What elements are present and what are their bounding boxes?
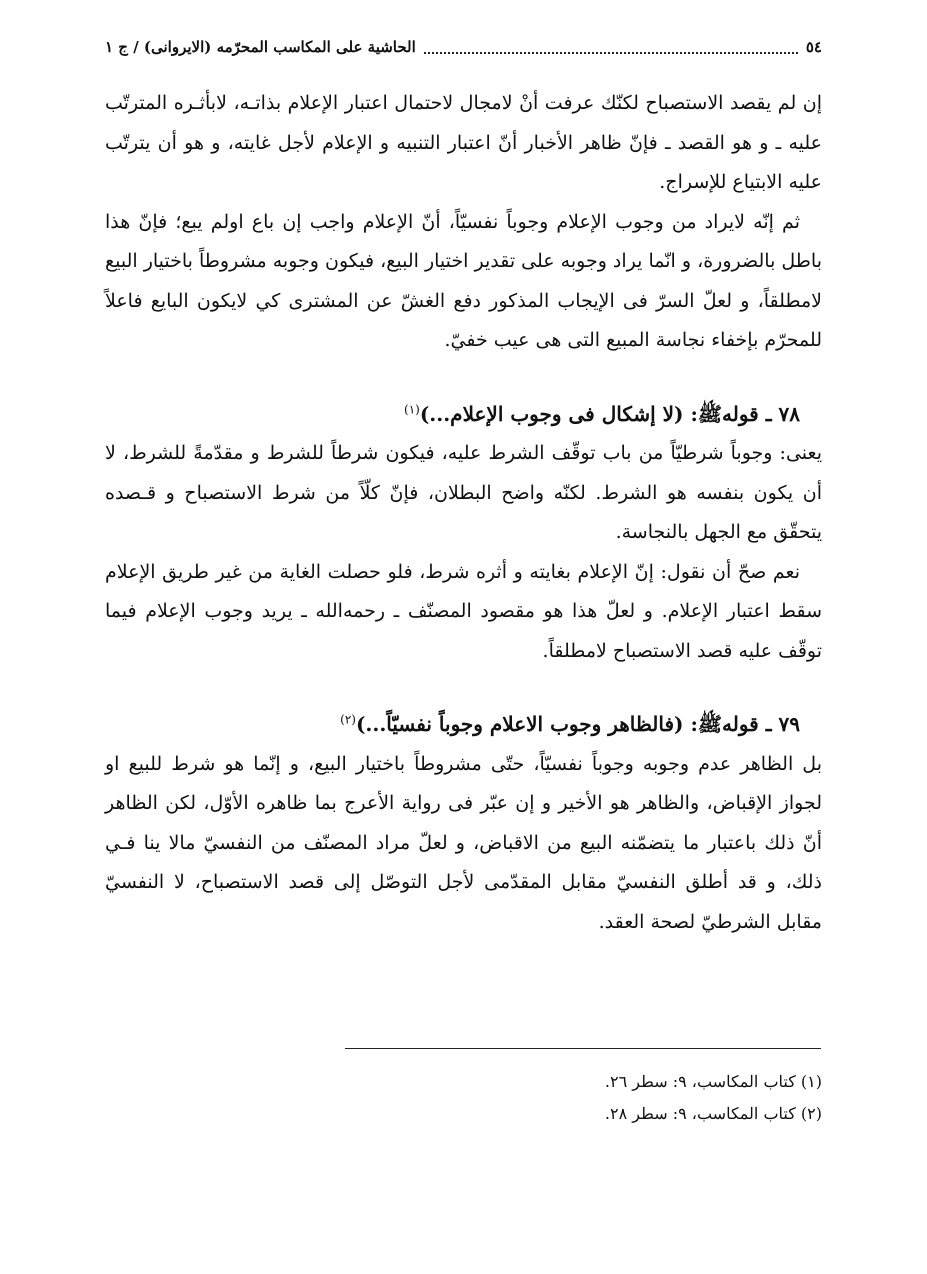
paragraph: إن لم يقصد الاستصباح لكنّك عرفت أنْ لامجال لاحتمال اعتبار الإعلام بذاتـه، لابأثـره المترتّب عليه ـ و هو القصد ـ فإنّ ظاهر الأخبار أنّ اعتبار التنبيه و الإعلام لأجل غايته، و هو أن يترتّب عليه الابتياع للإسراج. (105, 92, 822, 193)
section-heading-79 (105, 705, 822, 745)
paragraph: يعنى: وجوباً شرطيّاً من باب توقّف الشرط عليه، فيكون شرطاً للشرط و مقدّمةً للشرط، لا أن يكون بنفسه هو الشرط. لكنّه واضح البطلان، فإنّ كلّاً من شرط الاستصباح و قـصده يتحقّق مع الجهل بالنجاسة. (105, 442, 822, 543)
section-heading-text: ٧٨ ـ قوله‌ﷺ: (لا إشكال فى وجوب الإعلام...) (419, 401, 800, 426)
section-gap (105, 671, 822, 705)
footnote-ref[interactable]: (١) (404, 401, 420, 416)
header-dot-leader (424, 40, 798, 54)
footnote: (٢) كتاب المكاسب، ٩: سطر ٢٨. (604, 1104, 822, 1123)
section-heading-text: ٧٩ ـ قوله‌ﷺ: (فالظاهر وجوب الاعلام وجوباً نفسيّاً...) (355, 712, 800, 736)
footnote-ref[interactable]: (٢) (340, 712, 356, 727)
paragraph: ثم إنّه لايراد من وجوب الإعلام وجوباً نفسيّاً، أنّ الإعلام واجب إن باع اولم يبع؛ فإنّ هذا باطل بالضرورة، و انّما يراد وجوبه على تقدير اختيار البيع، فيكون وجوبه مشروطاً باختيار البيع لامطلقاً، و لعلّ السرّ فى الإيجاب المذكور دفع الغشّ عن المشترى كي لايكون البايع فاعلاً للمحرّم بإخفاء نجاسة المبيع التى هى عيب خفيّ. (105, 210, 822, 351)
footnotes (105, 1066, 822, 1130)
header-title: الحاشية على المكاسب المحرّمه (الايروانى) / ج ١ (105, 38, 416, 56)
page-number: ٥٤ (805, 38, 822, 56)
running-header (105, 34, 822, 60)
section-heading-78 (105, 395, 822, 435)
paragraph: نعم صحّ أن نقول: إنّ الإعلام بغايته و أثره شرط، فلو حصلت الغاية من غير طريق الإعلام سقط اعتبار الإعلام. و لعلّ هذا هو مقصود المصنّف ـ رحمه‌الله ـ يريد وجوب الإعلام فيما توقّف عليه قصد الاستصباح لامطلقاً. (105, 560, 822, 662)
paragraph: بل الظاهر عدم وجوبه وجوباً نفسيّاً، حتّى مشروطاً باختيار البيع، و إنّما هو شرط للبيع او لجواز الإقباض، والظاهر هو الأخير و إن عبّر فى رواية الأعرج بما ظاهره الأوّل، لكن الظاهر أنّ ذلك باعتبار ما يتضمّنه البيع من الاقباض، و لعلّ مراد المصنّف من النفسيّ مالا ينا فـي ذلك، و قد أطلق النفسيّ مقابل المقدّمى لأجل التوصّل إلى قصد الاستصباح، لا النفسيّ مقابل الشرطيّ لصحة العقد. (105, 752, 822, 933)
footnote: (١) كتاب المكاسب، ٩: سطر ٢٦. (604, 1072, 822, 1091)
footnote-separator (345, 1048, 821, 1049)
main-text (105, 84, 822, 942)
section-gap (105, 361, 822, 395)
